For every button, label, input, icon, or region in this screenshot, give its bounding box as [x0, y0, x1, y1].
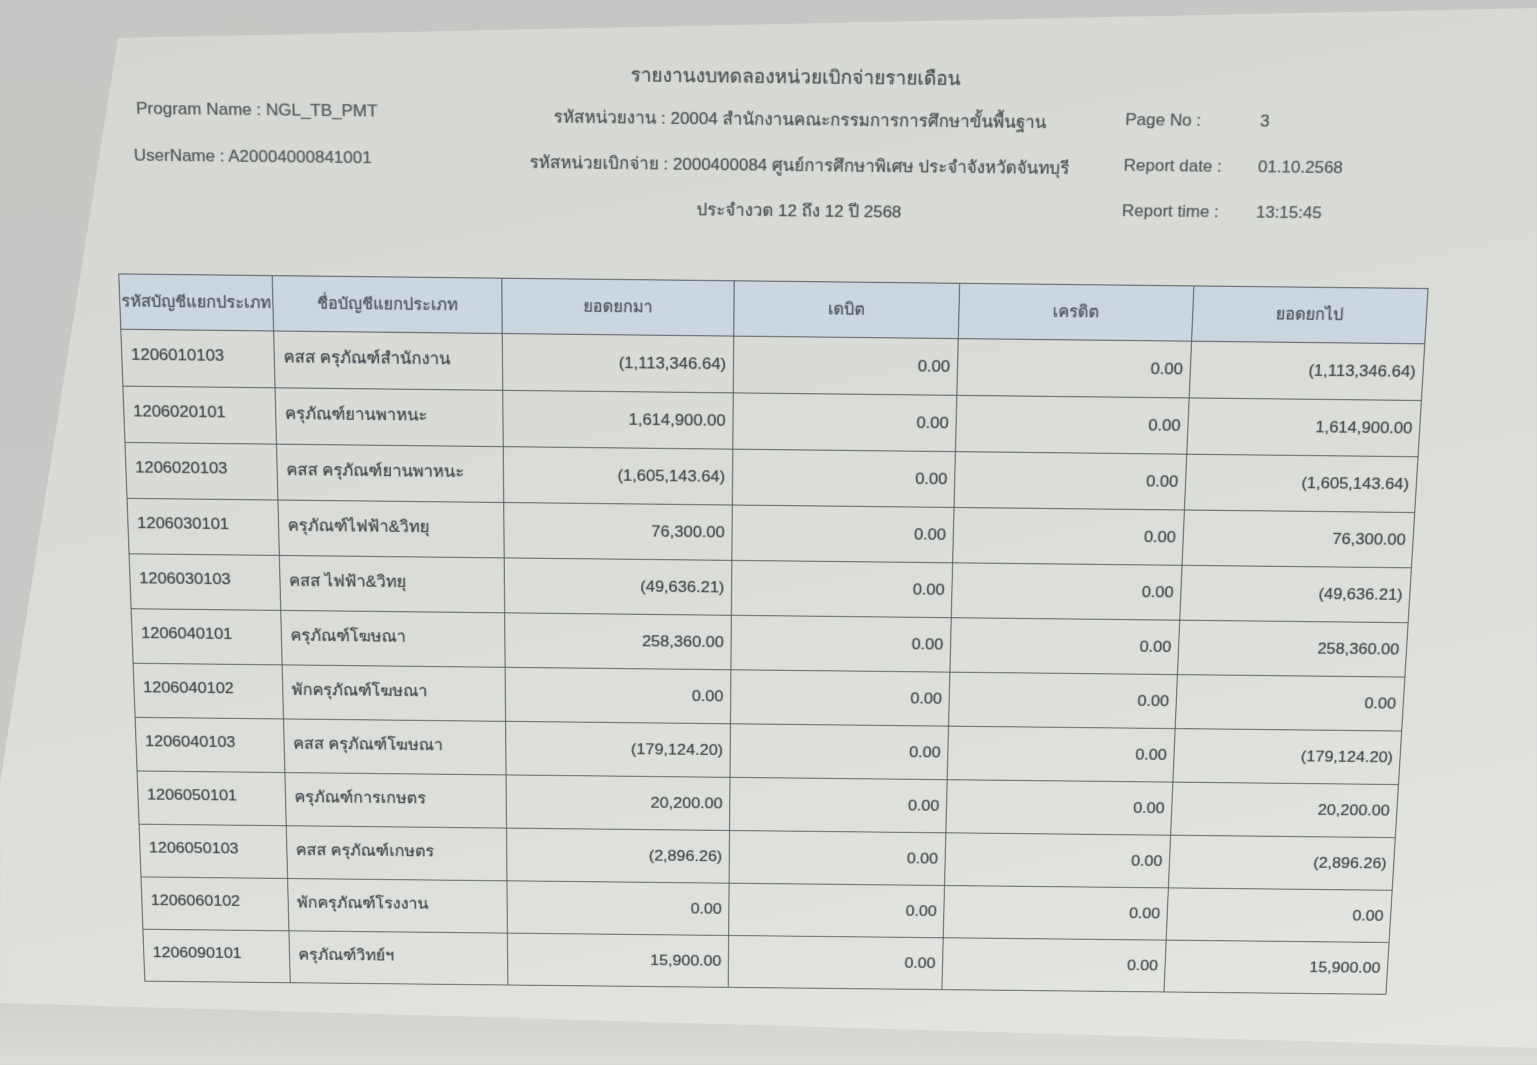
agency-code-line: รหัสหน่วยงาน : 20004 สำนักงานคณะกรรมการการศึกษาขั้นพื้นฐาน	[553, 107, 1047, 133]
balance-forward-cell: (49,636.21)	[504, 558, 732, 615]
account-name-cell: พักครุภัณฑ์โฆษณา	[282, 665, 505, 721]
report-time-label: Report time :	[1121, 201, 1220, 222]
carry-forward-cell: 1,614,900.00	[1187, 398, 1422, 457]
account-code-cell: 1206040102	[133, 663, 283, 719]
account-code-cell: 1206040101	[131, 609, 282, 665]
credit-cell: 0.00	[955, 395, 1189, 454]
debit-cell: 0.00	[732, 505, 954, 563]
credit-cell: 0.00	[946, 780, 1173, 836]
carry-forward-cell: 15,900.00	[1164, 940, 1389, 994]
page-no-row	[1125, 110, 1486, 134]
carry-forward-cell: (49,636.21)	[1180, 565, 1412, 622]
carry-forward-cell: 258,360.00	[1177, 620, 1408, 677]
carry-forward-cell: 0.00	[1166, 888, 1392, 943]
col-header-credit: เครดิต	[958, 283, 1194, 341]
col-header-account-name: ชื่อบัญชีแยกประเภท	[272, 276, 502, 334]
debit-cell: 0.00	[730, 670, 949, 726]
account-code-cell: 1206030103	[129, 554, 281, 611]
account-name-cell: ครุภัณฑ์โฆษณา	[281, 610, 505, 667]
balance-forward-cell: 258,360.00	[505, 613, 732, 670]
account-name-cell: คสส ครุภัณฑ์เกษตร	[286, 826, 507, 881]
col-header-balance-forward: ยอดยกมา	[502, 278, 734, 336]
report-date-row	[1123, 156, 1483, 180]
carry-forward-cell: 76,300.00	[1182, 510, 1415, 568]
account-name-cell: ครุภัณฑ์ยานพาหนะ	[275, 388, 503, 447]
account-code-cell: 1206020103	[125, 442, 278, 500]
col-header-carry-forward: ยอดยกไป	[1192, 286, 1429, 344]
account-code-cell: 1206050103	[139, 824, 288, 878]
credit-cell: 0.00	[949, 672, 1178, 728]
account-code-cell: 1206020101	[123, 386, 277, 444]
report-title: รายงานงบทดลองหน่วยเบิกจ่ายรายเดือน	[630, 65, 962, 91]
debit-cell: 0.00	[731, 615, 951, 672]
account-name-cell: คสส ครุภัณฑ์สำนักงาน	[274, 331, 503, 390]
balance-forward-cell: 0.00	[507, 881, 729, 936]
username-line: UserName : A20004000841001	[133, 145, 372, 168]
credit-cell: 0.00	[953, 507, 1185, 565]
balance-forward-cell: (1,605,143.64)	[503, 447, 733, 505]
debit-cell: 0.00	[731, 560, 952, 617]
account-code-cell: 1206060102	[141, 877, 289, 931]
report-time-row	[1122, 201, 1481, 225]
account-name-cell: ครุภัณฑ์ไฟฟ้า&วิทยุ	[278, 500, 504, 558]
report-time-value: 13:15:45	[1255, 202, 1323, 223]
credit-cell: 0.00	[945, 833, 1171, 888]
balance-forward-cell: (179,124.20)	[506, 721, 731, 777]
report-date-label: Report date :	[1123, 155, 1223, 176]
carry-forward-cell: 20,200.00	[1171, 782, 1399, 838]
account-name-cell: คสส ไฟฟ้า&วิทยุ	[279, 555, 504, 612]
credit-cell: 0.00	[950, 618, 1180, 675]
debit-cell: 0.00	[732, 449, 955, 507]
carry-forward-cell: (1,113,346.64)	[1189, 341, 1425, 400]
account-name-cell: คสส ครุภัณฑ์โฆษณา	[284, 719, 507, 775]
balance-forward-cell: 15,900.00	[507, 933, 728, 987]
col-header-debit: เดบิต	[734, 281, 960, 339]
page-no-label: Page No :	[1125, 110, 1202, 130]
credit-cell: 0.00	[957, 339, 1192, 398]
debit-cell: 0.00	[730, 724, 949, 780]
balance-forward-cell: 20,200.00	[506, 775, 730, 831]
account-code-cell: 1206040103	[135, 717, 285, 772]
balance-forward-cell: (1,113,346.64)	[502, 334, 734, 393]
credit-cell: 0.00	[951, 563, 1182, 620]
disbursing-unit-line: รหัสหน่วยเบิกจ่าย : 2000400084 ศูนย์การศึกษาพิเศษ ประจำจังหวัดจันทบุรี	[529, 153, 1070, 178]
carry-forward-cell: (179,124.20)	[1173, 729, 1402, 785]
account-code-cell: 1206050101	[137, 771, 286, 826]
carry-forward-cell: (1,605,143.64)	[1184, 454, 1418, 512]
col-header-account-code: รหัสบัญชีแยกประเภท	[119, 274, 274, 331]
credit-cell: 0.00	[954, 452, 1187, 510]
account-name-cell: คสส ครุภัณฑ์ยานพาหนะ	[276, 444, 503, 502]
carry-forward-cell: (2,896.26)	[1168, 835, 1395, 890]
carry-forward-cell: 0.00	[1175, 675, 1405, 731]
credit-cell: 0.00	[942, 938, 1166, 992]
account-name-cell: พักครุภัณฑ์โรงงาน	[288, 878, 508, 933]
balance-forward-cell: 76,300.00	[504, 502, 733, 560]
account-name-cell: ครุภัณฑ์วิทย์ฯ	[289, 931, 508, 985]
balance-forward-cell: 0.00	[505, 667, 731, 723]
account-name-cell: ครุภัณฑ์การเกษตร	[285, 773, 507, 829]
account-code-cell: 1206010103	[121, 329, 275, 388]
debit-cell: 0.00	[733, 336, 958, 395]
account-code-cell: 1206090101	[143, 929, 290, 982]
program-name-line: Program Name : NGL_TB_PMT	[135, 98, 378, 121]
report-date-value: 01.10.2568	[1257, 157, 1344, 178]
balance-forward-cell: (2,896.26)	[507, 828, 730, 883]
table-body	[121, 329, 1425, 994]
debit-cell: 0.00	[733, 393, 957, 452]
credit-cell: 0.00	[943, 885, 1168, 940]
debit-cell: 0.00	[728, 935, 943, 989]
trial-balance-table	[118, 273, 1428, 994]
debit-cell: 0.00	[729, 830, 946, 885]
debit-cell: 0.00	[730, 777, 948, 832]
debit-cell: 0.00	[729, 883, 945, 938]
credit-cell: 0.00	[947, 726, 1175, 782]
page-no-value: 3	[1259, 111, 1271, 131]
balance-forward-cell: 1,614,900.00	[503, 390, 734, 449]
period-line: ประจำงวด 12 ถึง 12 ปี 2568	[696, 200, 902, 222]
account-code-cell: 1206030101	[127, 498, 279, 555]
